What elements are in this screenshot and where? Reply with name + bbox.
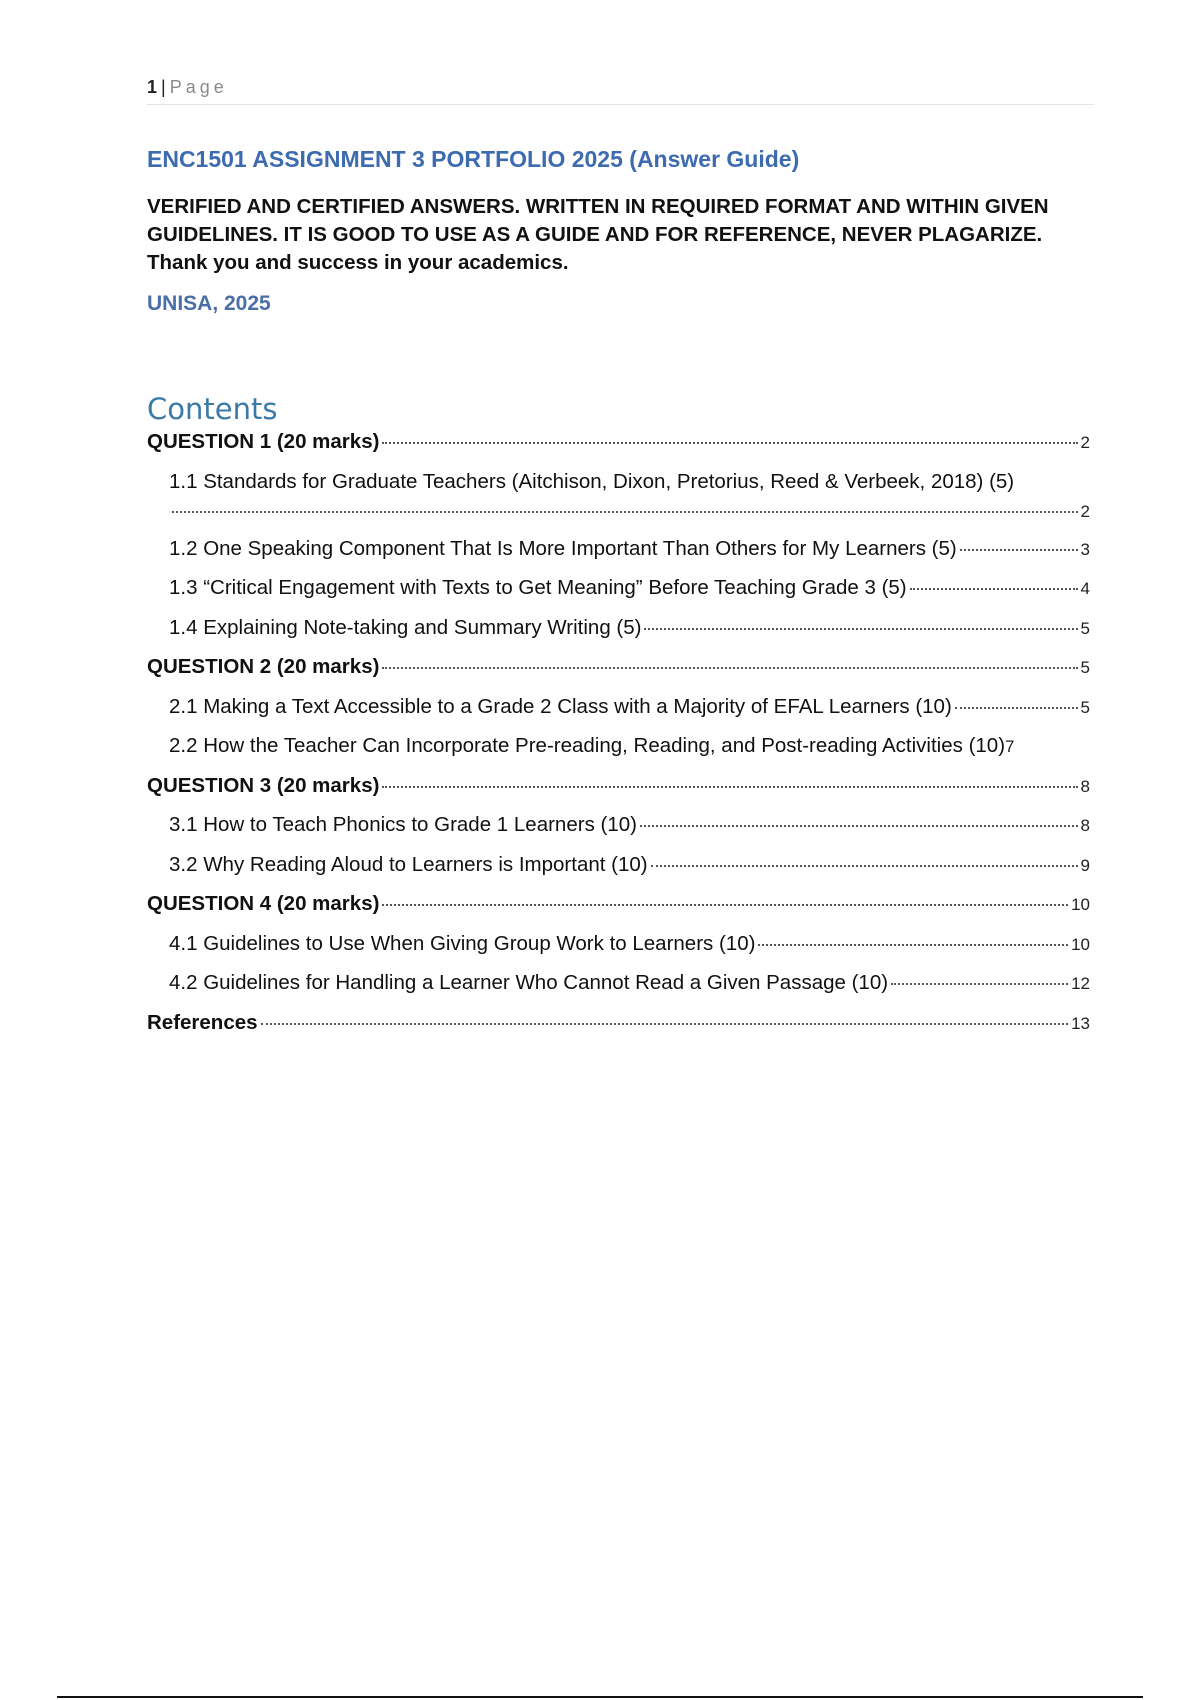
toc-entry-title: QUESTION 1 (20 marks) — [147, 430, 380, 453]
toc-entry[interactable] — [147, 655, 1090, 695]
toc-leader-dots — [651, 865, 1078, 867]
toc-entry[interactable] — [147, 1011, 1090, 1051]
toc-leader-dots — [644, 628, 1077, 630]
toc-entry-title: 1.4 Explaining Note-taking and Summary Writing (5) — [169, 615, 642, 639]
toc-entry-page: 3 — [1080, 539, 1090, 559]
toc-entry-page: 2 — [1080, 433, 1090, 452]
toc-entry-title: 3.1 How to Teach Phonics to Grade 1 Learners (10) — [169, 813, 637, 836]
notice-paragraph: VERIFIED AND CERTIFIED ANSWERS. WRITTEN IN REQUIRED FORMAT AND WITHIN GIVEN GUIDELINES. IT IS GOOD TO USE AS A GUIDE AND FOR REFERENCE, NEVER PLAGARIZE. Thank you and success in your academics. — [147, 195, 1049, 274]
toc-entry-title: 1.3 “Critical Engagement with Texts to Get Meaning” Before Teaching Grade 3 (5) — [169, 576, 907, 599]
toc-entry-title: 2.1 Making a Text Accessible to a Grade 2 Class with a Majority of EFAL Learners (10) — [169, 694, 952, 718]
toc-entry[interactable] — [147, 853, 1090, 893]
toc-leader-dots — [261, 1023, 1069, 1025]
toc-entry[interactable] — [147, 774, 1090, 814]
toc-entry-page: 13 — [1071, 1013, 1090, 1033]
toc-entry[interactable] — [147, 695, 1090, 735]
toc-entry-page: 2 — [1080, 501, 1090, 521]
toc-leader-dots — [960, 549, 1078, 551]
toc-entry[interactable] — [147, 971, 1090, 1011]
toc-entry-page: 9 — [1080, 855, 1090, 875]
toc-entry-page: 4 — [1080, 579, 1090, 598]
toc-leader-dots — [172, 511, 1078, 513]
toc-entry-title: 4.2 Guidelines for Handling a Learner Who Cannot Read a Given Passage (10) — [169, 971, 889, 994]
toc-leader-dots — [758, 944, 1068, 946]
toc-entry[interactable] — [147, 892, 1090, 932]
toc-leader-dots — [382, 904, 1068, 906]
toc-entry-page: 8 — [1080, 816, 1090, 835]
institution-line: UNISA, 2025 — [147, 292, 271, 315]
toc-entry-page: 7 — [1005, 737, 1015, 756]
page-number: 1 — [147, 77, 158, 97]
contents-heading: Contents — [147, 392, 278, 426]
toc-entry-title: 2.2 How the Teacher Can Incorporate Pre-reading, Reading, and Post-reading Activities (10) — [169, 734, 1006, 757]
toc-entry-title: 1.2 One Speaking Component That Is More Important Than Others for My Learners (5) — [169, 536, 957, 560]
page-header — [147, 76, 1094, 105]
toc-entry[interactable] — [147, 813, 1090, 853]
toc-leader-dots — [382, 442, 1077, 444]
toc-entry-page: 12 — [1071, 974, 1090, 993]
page-label: Page — [169, 77, 228, 97]
toc-entry-title: 3.2 Why Reading Aloud to Learners is Important (10) — [169, 852, 648, 876]
toc-leader-dots — [382, 786, 1077, 788]
toc-entry-title: QUESTION 3 (20 marks) — [147, 773, 380, 797]
toc-entry-page: 10 — [1071, 895, 1090, 914]
toc-entry-title: References — [147, 1010, 258, 1034]
footer-rule — [57, 1696, 1143, 1698]
toc-entry-title: 1.1 Standards for Graduate Teachers (Aitchison, Dixon, Pretorius, Reed & Verbeek, 2018) (5) — [169, 469, 1015, 493]
toc-entry[interactable] — [147, 470, 1090, 537]
toc-entry[interactable] — [147, 430, 1090, 470]
header-separator: | — [161, 77, 166, 97]
toc-entry-page: 8 — [1080, 776, 1090, 796]
toc-entry-page: 5 — [1080, 658, 1090, 677]
toc-entry[interactable] — [147, 616, 1090, 656]
toc-leader-dots — [640, 825, 1078, 827]
table-of-contents — [147, 430, 1090, 1050]
toc-entry-title: QUESTION 4 (20 marks) — [147, 892, 380, 915]
toc-entry[interactable] — [147, 576, 1090, 616]
document-title: ENC1501 ASSIGNMENT 3 PORTFOLIO 2025 (Answer Guide) — [147, 146, 800, 172]
toc-entry[interactable] — [147, 537, 1090, 577]
toc-entry[interactable] — [147, 932, 1090, 972]
toc-leader-dots — [891, 983, 1068, 985]
toc-entry-title: 4.1 Guidelines to Use When Giving Group Work to Learners (10) — [169, 931, 756, 955]
toc-entry[interactable] — [147, 734, 1090, 774]
toc-entry-page: 5 — [1080, 697, 1090, 717]
toc-leader-dots — [910, 588, 1078, 590]
toc-entry-page: 5 — [1080, 618, 1090, 638]
toc-leader-dots — [955, 707, 1078, 709]
toc-entry-page: 10 — [1071, 934, 1090, 954]
toc-leader-dots — [382, 667, 1077, 669]
toc-entry-title: QUESTION 2 (20 marks) — [147, 655, 380, 678]
